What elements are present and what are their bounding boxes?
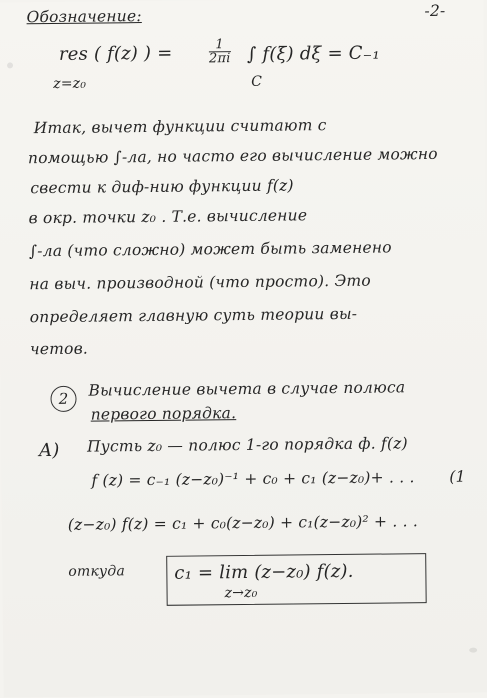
contour-label: C — [251, 73, 263, 90]
paragraph-line: определяет главную суть теории вы- — [29, 304, 358, 327]
case-a-label: A) — [38, 439, 60, 462]
hence-word: откуда — [68, 563, 126, 580]
fraction-denominator: 2πi — [208, 51, 231, 67]
scan-smudge — [7, 62, 13, 68]
limit-subscript: z→z₀ — [224, 584, 258, 602]
fraction-numerator: 1 — [209, 38, 231, 52]
heading: Обозначение: — [26, 7, 142, 27]
paragraph-line: на выч. производной (что просто). Это — [29, 271, 372, 294]
paragraph-line: ∫-ла (что сложно) может быть заменено — [28, 238, 392, 261]
section-title-line: первого порядка. — [90, 404, 237, 424]
paragraph-line: четов. — [29, 339, 89, 359]
residue-lhs: res ( f(z) ) = — [58, 42, 173, 65]
page-number: -2- — [424, 1, 446, 21]
section-number-circle: 2 — [50, 386, 76, 412]
paragraph-line: свести к диф-нию функции f(z) — [30, 176, 294, 198]
residue-fraction — [209, 38, 231, 65]
case-a-text: Пусть z₀ — полюс 1-го порядка ф. f(z) — [86, 434, 408, 456]
paragraph-line: в окр. точки z₀ . Т.е. вычисление — [28, 206, 308, 228]
scan-smudge — [469, 648, 477, 653]
paragraph-line: помощью ∫-ла, но часто его вычисление можно — [27, 144, 438, 168]
multiplied-expansion: (z−z₀) f(z) = c₁ + c₀(z−z₀) + c₁(z−z₀)² + . . . — [67, 512, 419, 534]
paragraph-line: Итак, вычет функции считают с — [33, 116, 327, 138]
equation-tag: (1 — [449, 467, 466, 486]
residue-integral: ∫ f(ξ) dξ = C₋₁ — [246, 42, 380, 65]
result-formula: c₁ = lim (z−z₀) f(z). — [174, 560, 354, 584]
residue-subscript: z=z₀ — [53, 75, 87, 92]
section-title-line: Вычисление вычета в случае полюса — [88, 378, 406, 400]
laurent-expansion: f (z) = c₋₁ (z−z₀)⁻¹ + c₀ + c₁ (z−z₀)+ . . . — [91, 468, 415, 490]
